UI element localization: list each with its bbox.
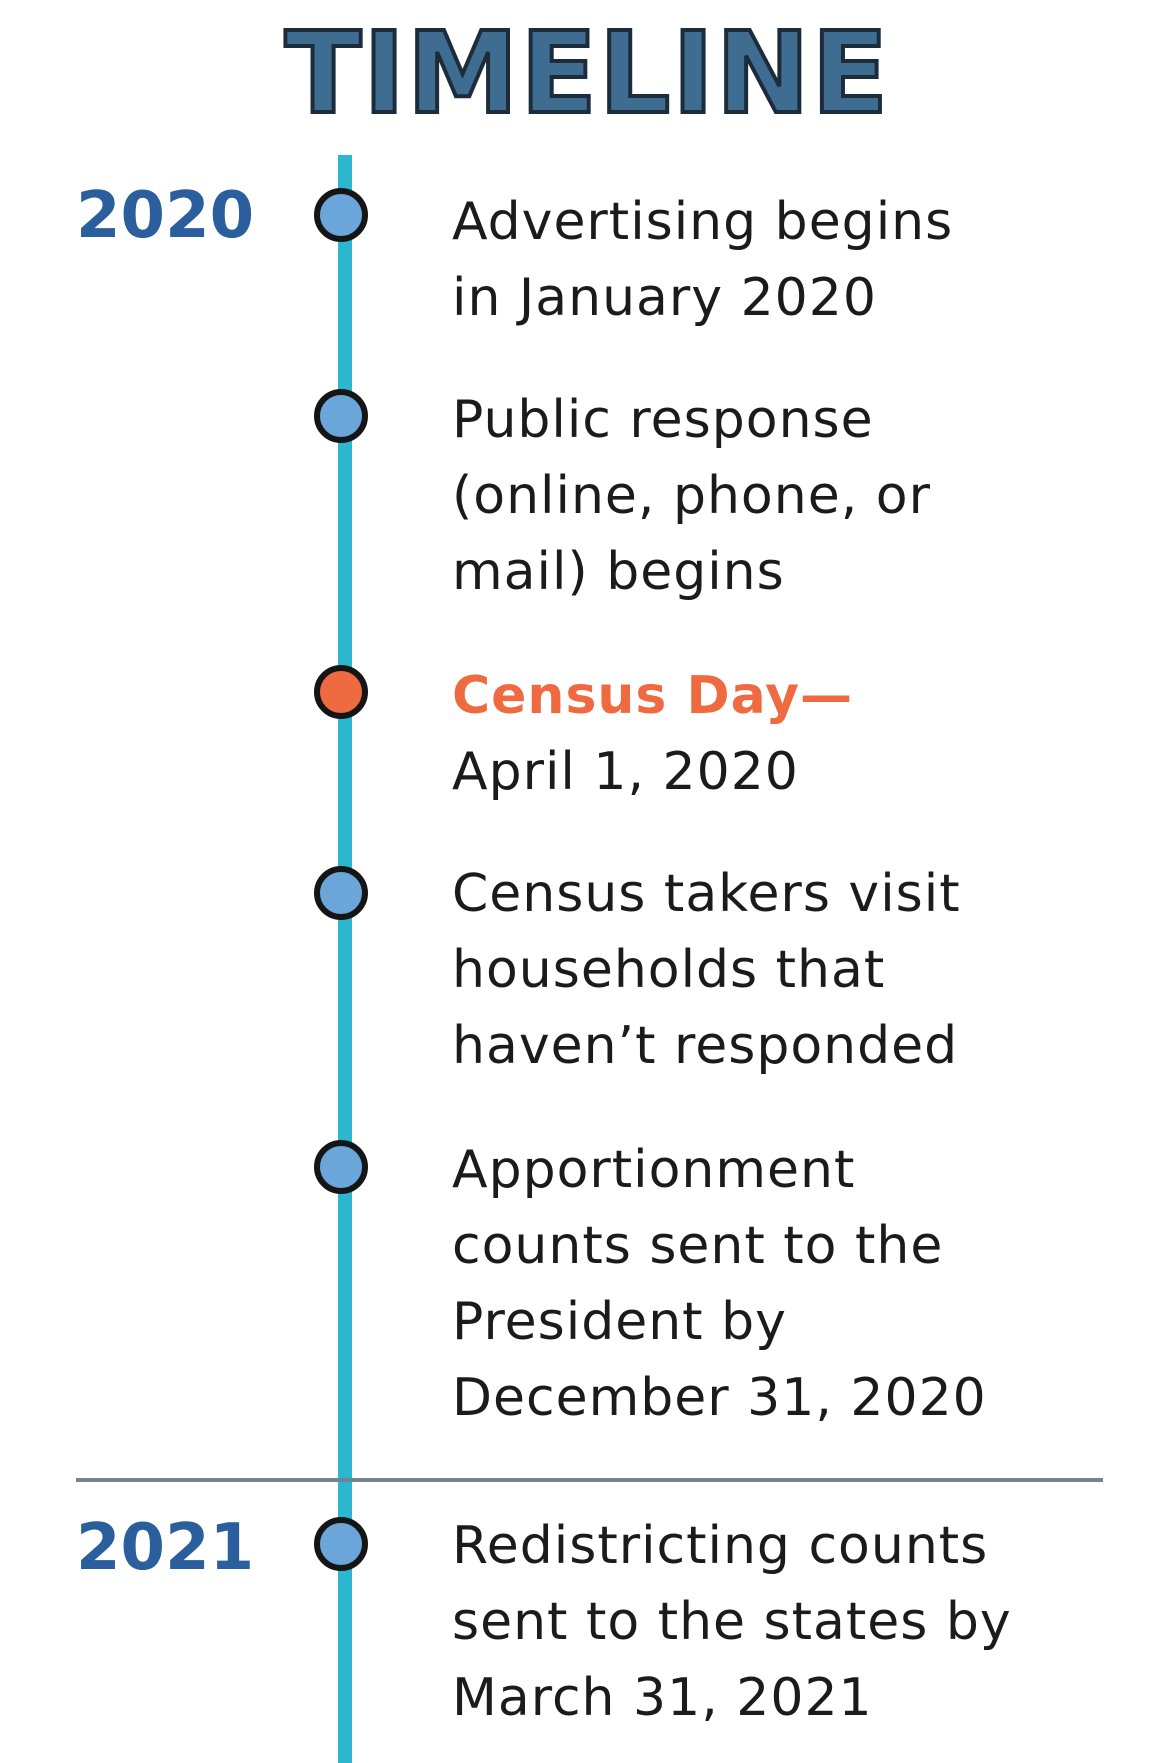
event-text-line: Census takers visit xyxy=(452,864,961,924)
year-label-2020: 2020 xyxy=(76,179,255,253)
timeline-title: TIMELINE xyxy=(284,9,891,139)
event-text-line: sent to the states by xyxy=(452,1592,1012,1652)
event-text-line: mail) begins xyxy=(452,542,785,602)
timeline-marker-highlight xyxy=(314,665,368,719)
event-text-line: December 31, 2020 xyxy=(452,1368,987,1428)
timeline-marker xyxy=(314,389,368,443)
event-text-line: Advertising begins xyxy=(452,192,954,252)
timeline-marker xyxy=(314,1140,368,1194)
timeline-event-advertising xyxy=(452,184,1152,336)
year-label-2021: 2021 xyxy=(76,1511,255,1585)
timeline-event-census-takers xyxy=(452,856,1152,1084)
event-text-line: Public response xyxy=(452,390,874,450)
event-text-line: households that xyxy=(452,940,886,1000)
event-text-line: (online, phone, or xyxy=(452,466,931,526)
census-day-highlight: Census Day— xyxy=(452,666,854,726)
timeline-event-apportionment xyxy=(452,1132,1152,1436)
event-text-line: in January 2020 xyxy=(452,268,877,328)
event-text-line: March 31, 2021 xyxy=(452,1668,873,1728)
timeline-event-public-response xyxy=(452,382,1152,610)
year-divider xyxy=(76,1478,1103,1482)
event-text-line: haven’t responded xyxy=(452,1016,959,1076)
event-text-line: Redistricting counts xyxy=(452,1516,989,1576)
timeline-event-census-day xyxy=(452,658,1152,810)
event-text-line: April 1, 2020 xyxy=(452,742,799,802)
event-text-line: counts sent to the xyxy=(452,1216,944,1276)
timeline-marker xyxy=(314,866,368,920)
event-text-line: Apportionment xyxy=(452,1140,856,1200)
timeline-marker xyxy=(314,188,368,242)
timeline-marker xyxy=(314,1517,368,1571)
timeline-event-redistricting xyxy=(452,1508,1152,1736)
event-text-line: President by xyxy=(452,1292,787,1352)
